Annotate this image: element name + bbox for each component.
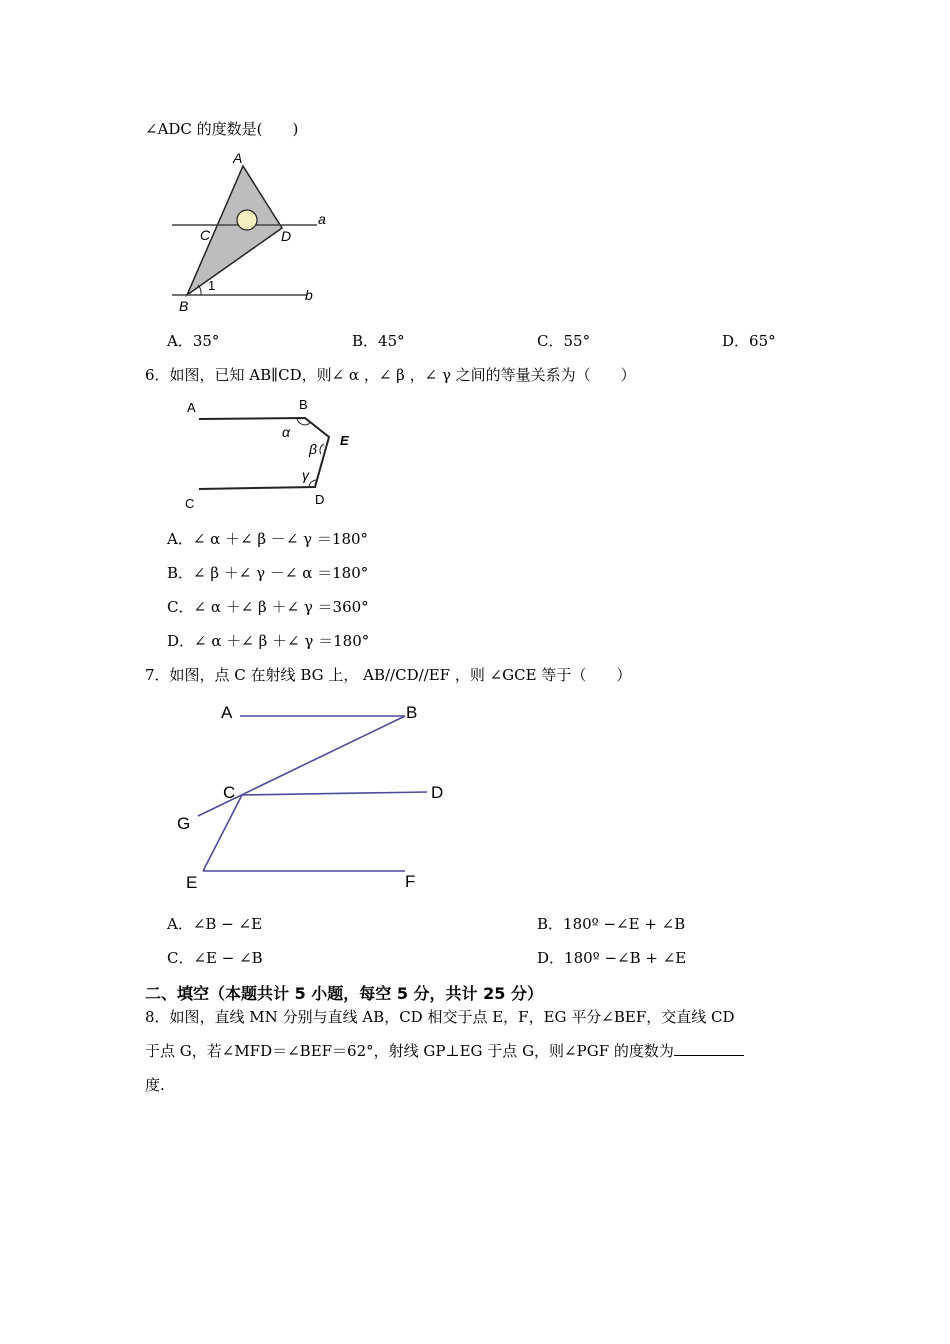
q5-stem-tail: ∠ADC 的度数是( ) <box>145 120 299 138</box>
q5-label-B: B <box>179 298 189 314</box>
q8-line3: 度. <box>145 1076 165 1094</box>
q6-option-d[interactable]: D．∠ α ＋∠ β ＋∠ γ ＝180° <box>167 632 370 650</box>
q7-figure <box>165 695 465 900</box>
q6-option-b[interactable]: B．∠ β ＋∠ γ －∠ α ＝180° <box>167 564 369 582</box>
q5-label-A: A <box>233 150 243 166</box>
q5-option-a[interactable]: A．35° <box>167 332 220 350</box>
q5-label-b: b <box>305 287 313 303</box>
q6-option-c[interactable]: C．∠ α ＋∠ β ＋∠ γ ＝360° <box>167 598 369 616</box>
q7-label-D: D <box>431 783 444 802</box>
q7-label-G: G <box>177 814 191 833</box>
q5-label-1: 1 <box>208 278 216 293</box>
q7-label-F: F <box>405 872 416 891</box>
q7-line-cd <box>242 792 427 795</box>
q8-line1: 8．如图，直线 MN 分别与直线 AB，CD 相交于点 E，F，EG 平分∠BEF，交直线 CD <box>145 1008 735 1026</box>
q6-label-C: C <box>185 496 195 511</box>
section2-heading: 二、填空（本题共计 5 小题，每空 5 分，共计 25 分） <box>145 984 543 1003</box>
q6-label-gamma: γ <box>302 467 309 483</box>
q6-label-alpha: α <box>282 424 290 440</box>
q5-option-c[interactable]: C．55° <box>537 332 591 350</box>
q6-option-a[interactable]: A．∠ α ＋∠ β －∠ γ ＝180° <box>167 530 369 548</box>
q7-line-ce <box>203 795 242 871</box>
q7-label-A: A <box>221 703 233 722</box>
q6-label-D: D <box>315 492 325 507</box>
q7-label-E: E <box>186 873 198 892</box>
q8-line2: 于点 G，若∠MFD＝∠BEF＝62°，射线 GP⊥EG 于点 G，则∠PGF 的度数为 <box>145 1042 674 1060</box>
q7-option-b[interactable]: B．180º −∠E + ∠B <box>537 915 686 933</box>
q5-option-b[interactable]: B．45° <box>352 332 405 350</box>
q5-label-C: C <box>200 227 211 243</box>
q5-figure <box>165 148 345 318</box>
q7-label-C: C <box>223 783 236 802</box>
q5-label-a: a <box>318 211 326 227</box>
q5-option-d[interactable]: D．65° <box>722 332 776 350</box>
q6-figure <box>175 392 375 517</box>
q5-circle <box>237 210 257 230</box>
q6-label-A: A <box>187 400 196 415</box>
q6-stem: 6．如图，已知 AB∥CD，则∠ α ，∠ β ，∠ γ 之间的等量关系为（ ） <box>145 366 636 384</box>
q7-option-d[interactable]: D．180º −∠B + ∠E <box>537 949 687 967</box>
q7-stem: 7．如图，点 C 在射线 BG 上， AB//CD//EF ，则 ∠GCE 等于（ ） <box>145 666 632 684</box>
q6-label-beta: β <box>309 441 317 457</box>
q7-label-B: B <box>406 703 418 722</box>
q5-label-D: D <box>281 228 292 244</box>
q8-answer-blank[interactable] <box>674 1041 744 1056</box>
q8-line2-wrap <box>145 1040 744 1061</box>
q6-label-B: B <box>299 397 308 412</box>
q7-option-c[interactable]: C．∠E − ∠B <box>167 949 263 967</box>
q7-option-a[interactable]: A．∠B − ∠E <box>167 915 263 933</box>
q6-label-E: E <box>340 433 349 448</box>
